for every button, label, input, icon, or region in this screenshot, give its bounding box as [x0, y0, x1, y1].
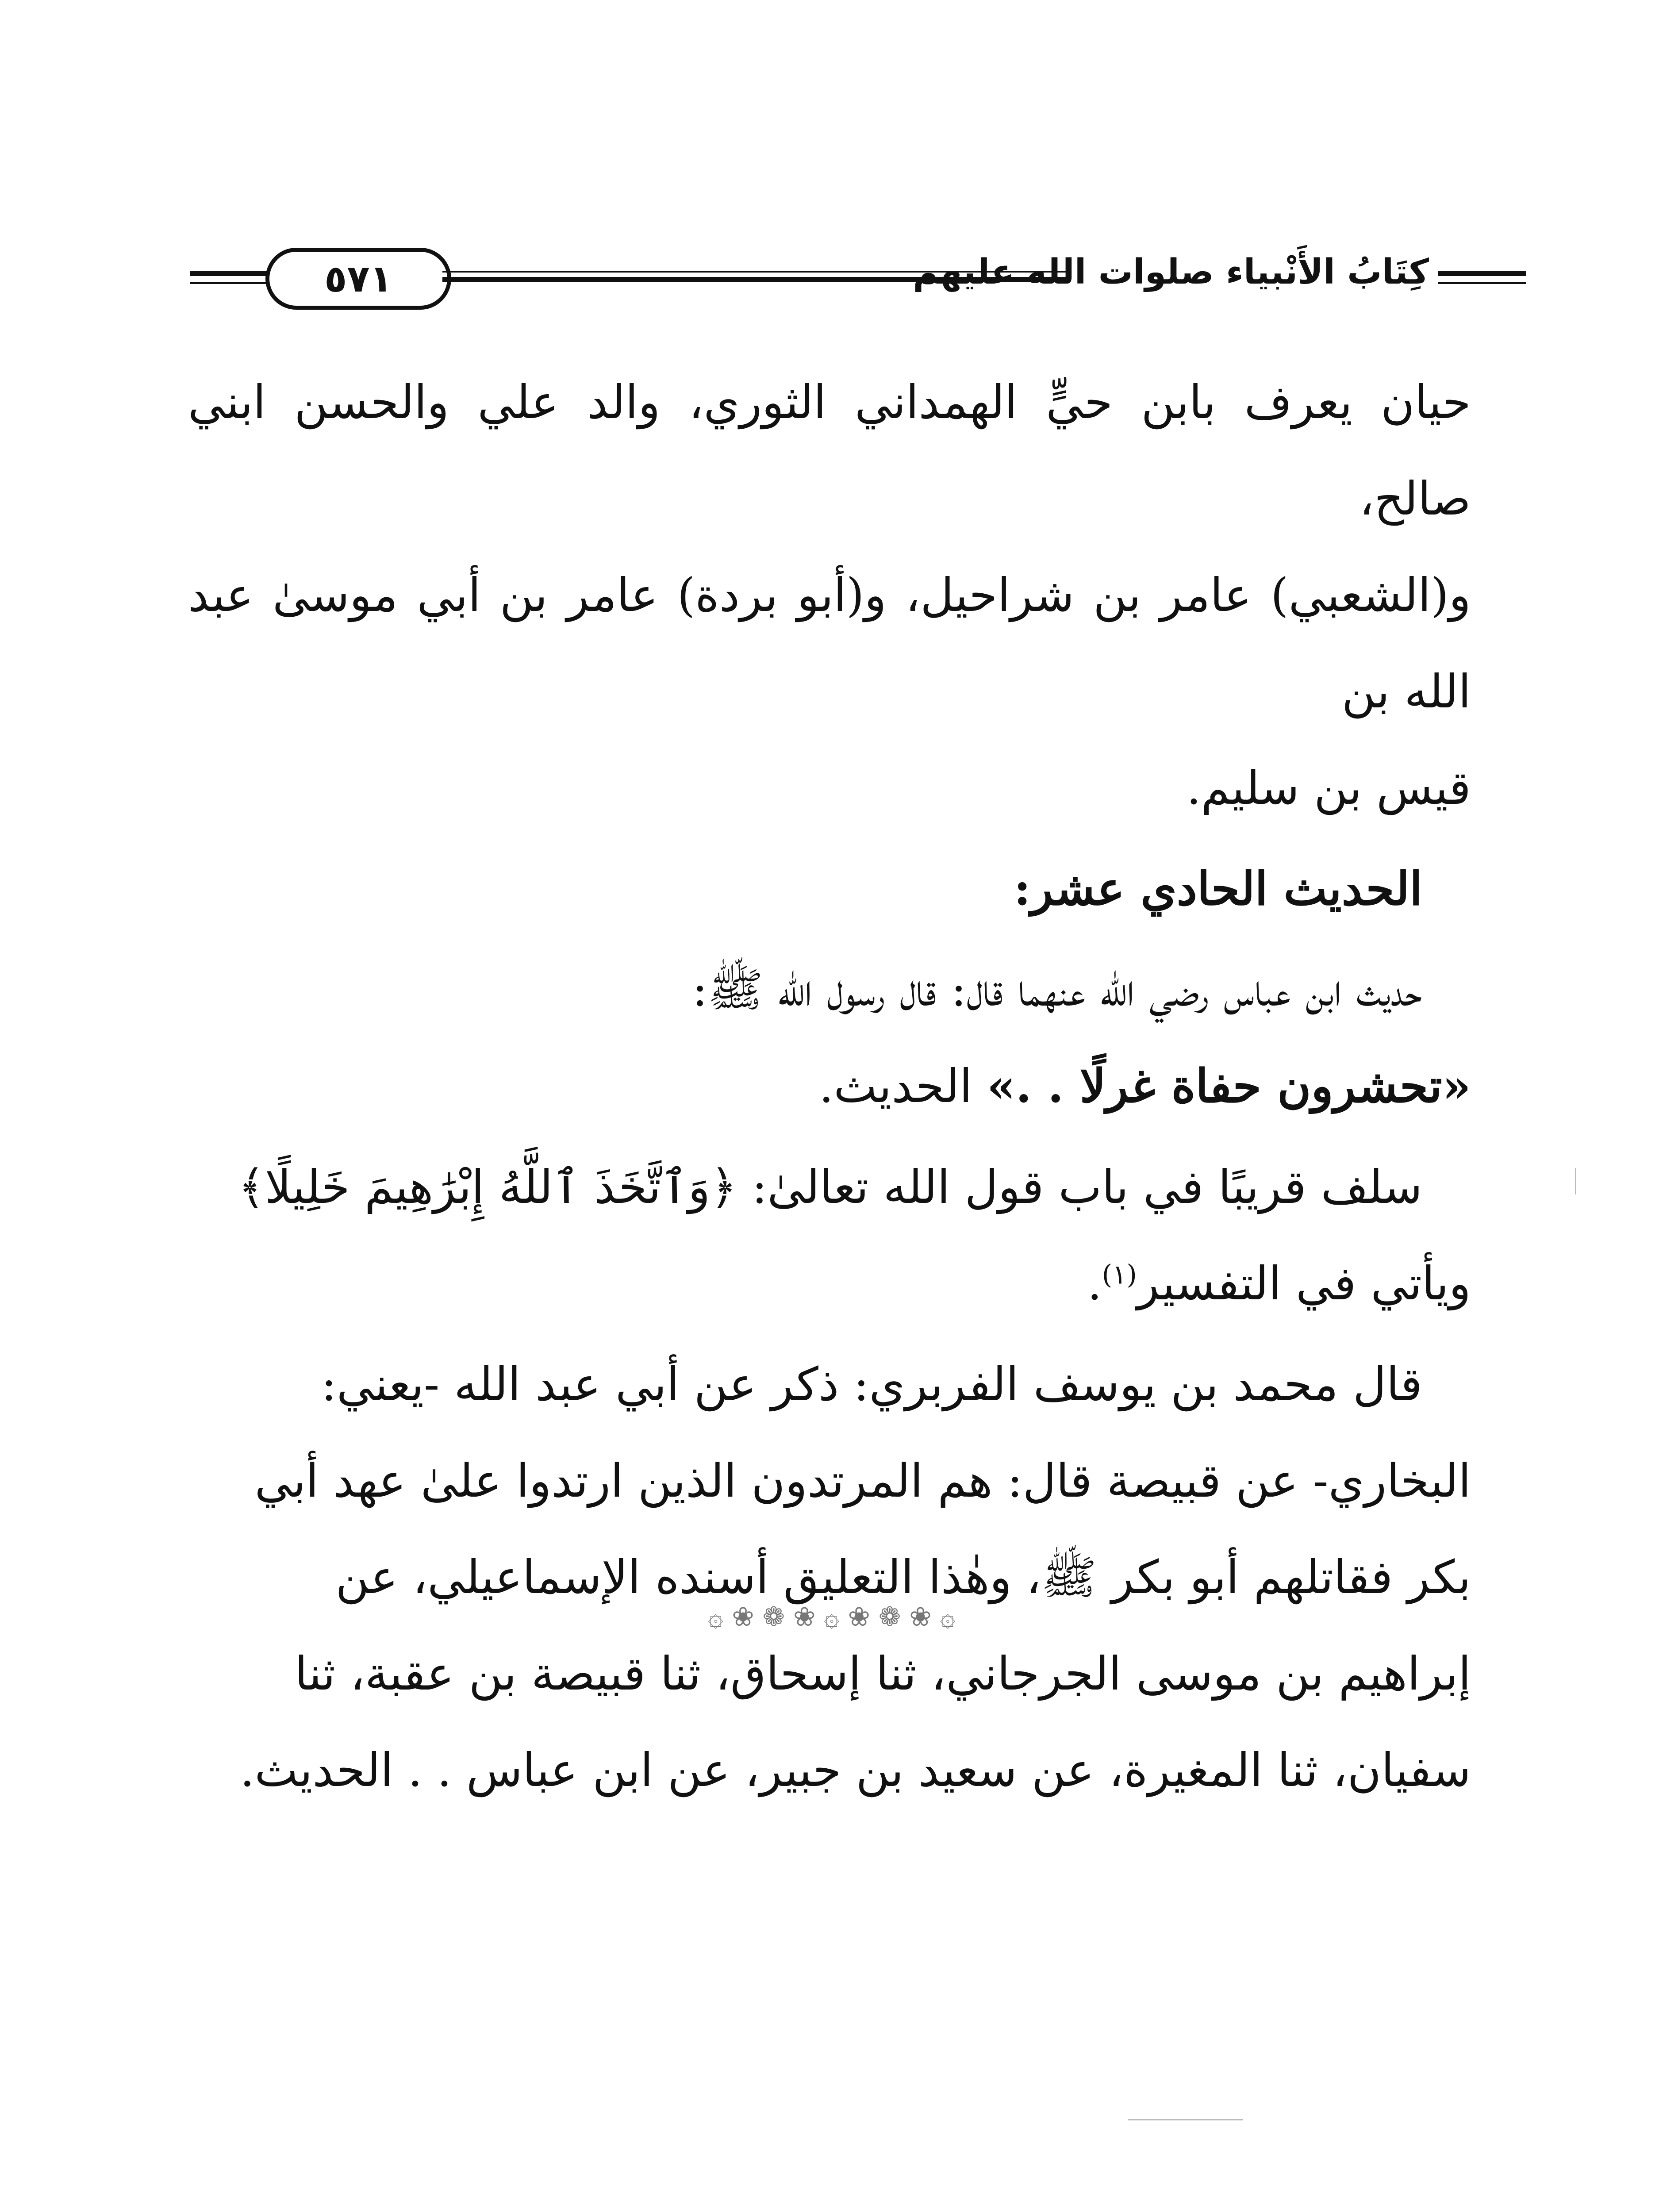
- text-line: .: [1087, 1256, 1102, 1310]
- decorative-ornament: ۞ ❀ ❁ ❀ ۞ ❀ ❁ ❀ ۞: [708, 1601, 956, 1632]
- hadith-quote: «تحشرون حفاة غرلًا . .»: [987, 1059, 1471, 1113]
- paragraph-3: [188, 1139, 1471, 1332]
- main-text: [188, 354, 1471, 1818]
- scan-mark: [1128, 2119, 1243, 2120]
- page-number: ٥٧١: [324, 257, 392, 300]
- header-rule-right: [1438, 271, 1526, 284]
- text-line: إبراهيم بن موسى الجرجاني، ثنا إسحاق، ثنا قبيصة بن عقبة، ثنا: [295, 1647, 1471, 1701]
- text-line: البخاري- عن قبيصة قال: هم المرتدون الذين ارتدوا علىٰ عهد أبي: [254, 1454, 1471, 1508]
- page-header: [190, 248, 1526, 310]
- scan-mark: [1575, 1168, 1576, 1194]
- footnote-reference[interactable]: (١): [1102, 1259, 1137, 1290]
- text-line: و(الشعبي) عامر بن شراحيل، و(أبو بردة) عامر بن أبي موسىٰ عبد الله بن: [188, 568, 1471, 718]
- paragraph-1: [188, 354, 1471, 836]
- text-line: قال محمد بن يوسف الفربري: ذكر عن أبي عبد الله -يعني:: [321, 1357, 1422, 1411]
- running-title: كِتَابُ الأَنْبياء صلوات الله عليهم: [913, 252, 1429, 292]
- text-line: حيان يعرف بابن حيٍّ الهمداني الثوري، والد علي والحسن ابني صالح،: [188, 375, 1471, 526]
- paragraph-2: [188, 941, 1471, 1134]
- paragraph-4: [188, 1336, 1471, 1818]
- text-line: سلف قريبًا في باب قول الله تعالىٰ: ﴿وَٱتَّخَذَ ٱللَّهُ إِبْرَٰهِيمَ خَلِيلًا﴾: [238, 1160, 1422, 1214]
- section-heading: الحديث الحادي عشر:: [1014, 861, 1422, 916]
- text-line: ويأتي في التفسير: [1137, 1256, 1471, 1310]
- page-number-frame: [265, 248, 451, 310]
- text-line: الحديث.: [819, 1059, 987, 1113]
- text-line: سفيان، ثنا المغيرة، عن سعيد بن جبير، عن ابن عباس . . الحديث.: [240, 1743, 1471, 1797]
- text-line: حديث ابن عباس رضي الله عنهما قال: قال رسول الله ﷺ:: [692, 963, 1422, 1017]
- text-line: بكر فقاتلهم أبو بكر ﷺ، وهٰذا التعليق أسنده الإسماعيلي، عن: [335, 1550, 1471, 1604]
- text-line: قيس بن سليم.: [1186, 761, 1471, 815]
